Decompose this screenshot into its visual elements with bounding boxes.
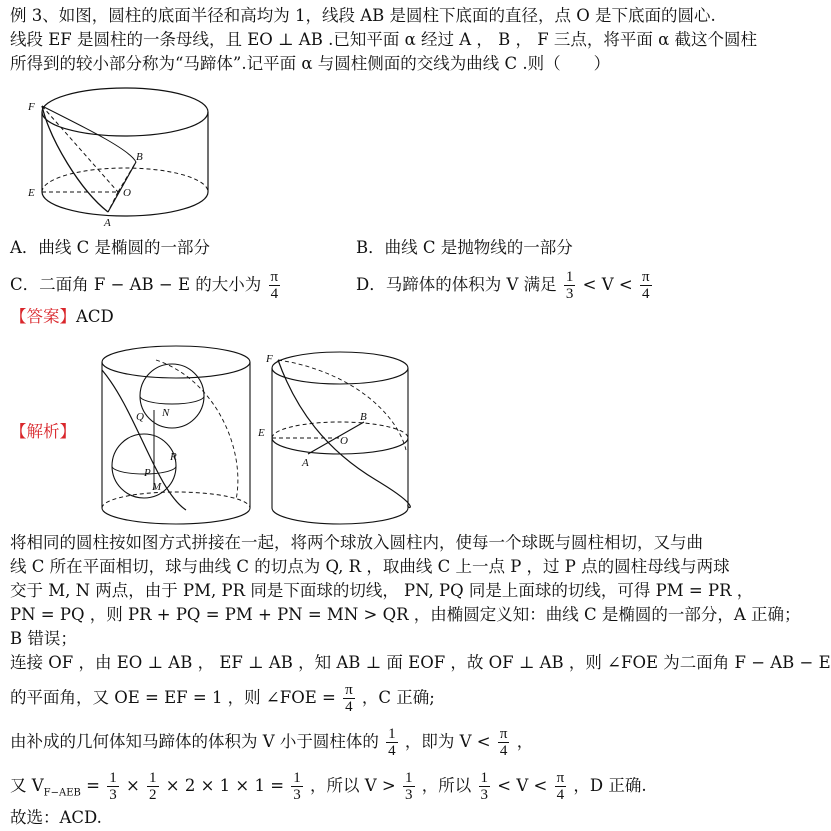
question-line-3: 所得到的较小部分称为“马蹄体”.记平面 α 与圆柱侧面的交线为曲线 C .则（ ）	[10, 54, 611, 73]
solution-line-3: 交于 M, N 两点，由于 PM, PR 同是下面球的切线， PN, PQ 同是上面球的切线，可得 PM = PR ，	[10, 581, 754, 600]
label-Q: Q	[136, 411, 144, 423]
solution-line-2: 线 C 所在平面相切，球与曲线 C 的切点为 Q, R ，取曲线 C 上一点 P ，过 P 点的圆柱母线与两球	[10, 557, 730, 576]
label-B: B	[136, 151, 143, 163]
answer-tag: 【答案】	[10, 307, 76, 326]
solution-line-1: 将相同的圆柱按如图方式拼接在一起，将两个球放入圆柱内，使每一个球既与圆柱相切，又与曲	[10, 533, 703, 552]
cylinder-figure	[20, 80, 220, 228]
label-O: O	[123, 187, 131, 199]
label-A: A	[104, 217, 111, 229]
solution-line-7: 的平面角，又 OE = EF = 1 ，则 ∠FOE = $\frac{\pi}{4}$ ，C 正确;	[10, 682, 435, 715]
option-d: D．马蹄体的体积为 V 满足 $\frac{1}{3}$ < V < $\frac{\pi}{4}$	[356, 269, 650, 302]
analysis-tag: 【解析】	[10, 422, 76, 441]
label-B: B	[360, 411, 367, 423]
solution-line-9: 又 $V_{F-AEB}$ = $\frac{1}{3}$ × $\frac{1}{2}$ × 2 × 1 × 1 = $\frac{1}{3}$ ，所以 V > $\frac{1}{3}$ ，所以 $\frac{1}{3}$ < V < $\frac{\pi}{4}$ ，D 正确.	[10, 770, 647, 803]
two-spheres-figure	[96, 340, 258, 525]
solution-line-5: B 错误；	[10, 629, 77, 648]
option-b: B．曲线 C 是抛物线的一部分	[356, 238, 573, 257]
option-a: A．曲线 C 是椭圆的一部分	[10, 238, 211, 257]
label-N: N	[162, 407, 170, 419]
double-cylinder-figure	[256, 340, 416, 525]
label-A: A	[302, 457, 309, 469]
option-c: C．二面角 F − AB − E 的大小为 $\frac{\pi}{4}$	[10, 269, 279, 302]
answer: 【答案】ACD	[10, 307, 114, 326]
label-E: E	[28, 187, 35, 199]
label-F: F	[266, 353, 273, 365]
solution-line-8: 由补成的几何体知马蹄体的体积为 V 小于圆柱体的 $\frac{1}{4}$ ，即为 V < $\frac{\pi}{4}$ ，	[10, 726, 534, 759]
solution-line-10: 故选：ACD.	[10, 808, 102, 827]
label-O: O	[340, 435, 348, 447]
question-line-1: 例 3、如图，圆柱的底面半径和高均为 1，线段 AB 是圆柱下底面的直径，点 O 是下底面的圆心.	[10, 6, 716, 25]
question-line-2: 线段 EF 是圆柱的一条母线，且 EO ⊥ AB .已知平面 α 经过 A ， B ， F 三点，将平面 α 截这个圆柱	[10, 30, 758, 49]
label-E: E	[258, 427, 265, 439]
label-R: R	[170, 451, 177, 463]
label-M: M	[152, 481, 162, 493]
solution-line-6: 连接 OF ，由 EO ⊥ AB ， EF ⊥ AB ，知 AB ⊥ 面 EOF ，故 OF ⊥ AB ，则 ∠FOE 为二面角 F − AB − E	[10, 653, 831, 672]
label-P: P	[144, 467, 151, 479]
label-F: F	[28, 101, 35, 113]
solution-line-4: PN = PQ ，则 PR + PQ = PM + PN = MN > QR ，由椭圆定义知：曲线 C 是椭圆的一部分，A 正确；	[10, 605, 801, 624]
